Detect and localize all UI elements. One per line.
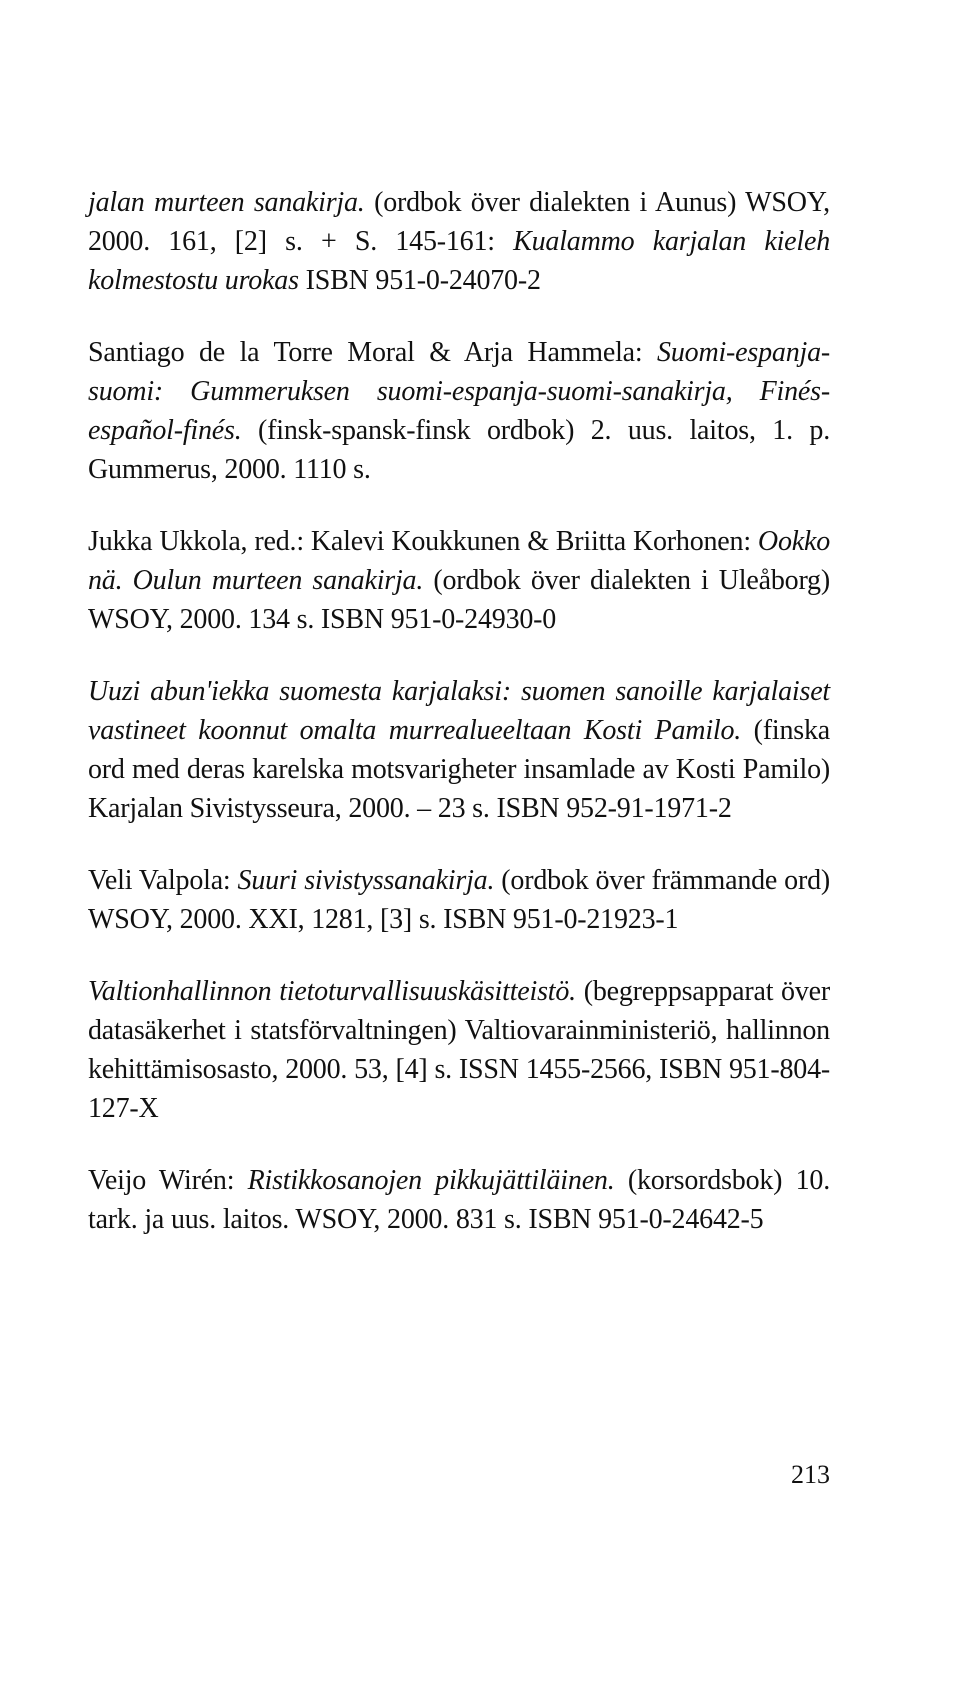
entry-text: (ordbok över dialekten i Aunus) WSOY, 2000. 161, [2] s. + S. 145-161: (88, 187, 830, 257)
entry-isbn: ISBN 951-0-24070-2 (298, 265, 541, 296)
page-number: 213 (791, 1460, 830, 1489)
entry-title: Suomi-espanja-suomi: Gummeruksen suomi-espanja-suomi-sanakirja, Finés-español-finés. (88, 337, 830, 446)
entry-title: Ookko nä. Oulun murteen sanakirja. (88, 526, 830, 596)
bibliography-entry (88, 183, 830, 300)
entry-text: (ordbok över främmande ord) WSOY, 2000. XXI, 1281, [3] s. ISBN 951-0-21923-1 (88, 865, 830, 935)
bibliography-entry (88, 672, 830, 828)
bibliography-entry (88, 1161, 830, 1239)
entry-title: Ristikkosanojen pikkujättiläinen. (247, 1165, 615, 1196)
bibliography-entry (88, 972, 830, 1128)
bibliography-page (88, 183, 830, 1272)
entry-text: (finska ord med deras karelska motsvarigheter insamlade av Kosti Pamilo) Karjalan Sivistysseura, 2000. – 23 s. ISBN 952-91-1971-2 (88, 715, 830, 824)
entry-author: Santiago de la Torre Moral & Arja Hammela: (88, 337, 658, 368)
entry-title: Kualammo karjalan kieleh kolmestostu urokas (88, 226, 830, 296)
entry-text: (ordbok över dialekten i Uleåborg) WSOY, 2000. 134 s. ISBN 951-0-24930-0 (88, 565, 830, 635)
entry-title: Uuzi abun'iekka suomesta karjalaksi: suomen sanoille karjalaiset vastineet koonnut omalta murrealueeltaan Kosti Pamilo. (88, 676, 830, 746)
entry-title: jalan murteen sanakirja. (88, 187, 365, 218)
entry-author: Jukka Ukkola, red.: Kalevi Koukkunen & Briitta Korhonen: (88, 526, 758, 557)
bibliography-entry (88, 861, 830, 939)
entry-author: Veijo Wirén: (88, 1165, 248, 1196)
bibliography-entry (88, 333, 830, 489)
entry-text: (finsk-spansk-finsk ordbok) 2. uus. laitos, 1. p. Gummerus, 2000. 1110 s. (88, 415, 830, 485)
entry-text: (begreppsapparat över datasäkerhet i statsförvaltningen) Valtiovarainministeriö, hallinnon kehittämisosasto, 2000. 53, [4] s. ISSN 1455-2566, ISBN 951-804-127-X (88, 976, 830, 1124)
bibliography-entry (88, 522, 830, 639)
entry-title: Valtionhallinnon tietoturvallisuuskäsitteistö. (88, 976, 576, 1007)
entry-text: (korsordsbok) 10. tark. ja uus. laitos. WSOY, 2000. 831 s. ISBN 951-0-24642-5 (88, 1165, 830, 1235)
entry-author: Veli Valpola: (88, 865, 238, 896)
entry-title: Suuri sivistyssanakirja. (237, 865, 495, 896)
